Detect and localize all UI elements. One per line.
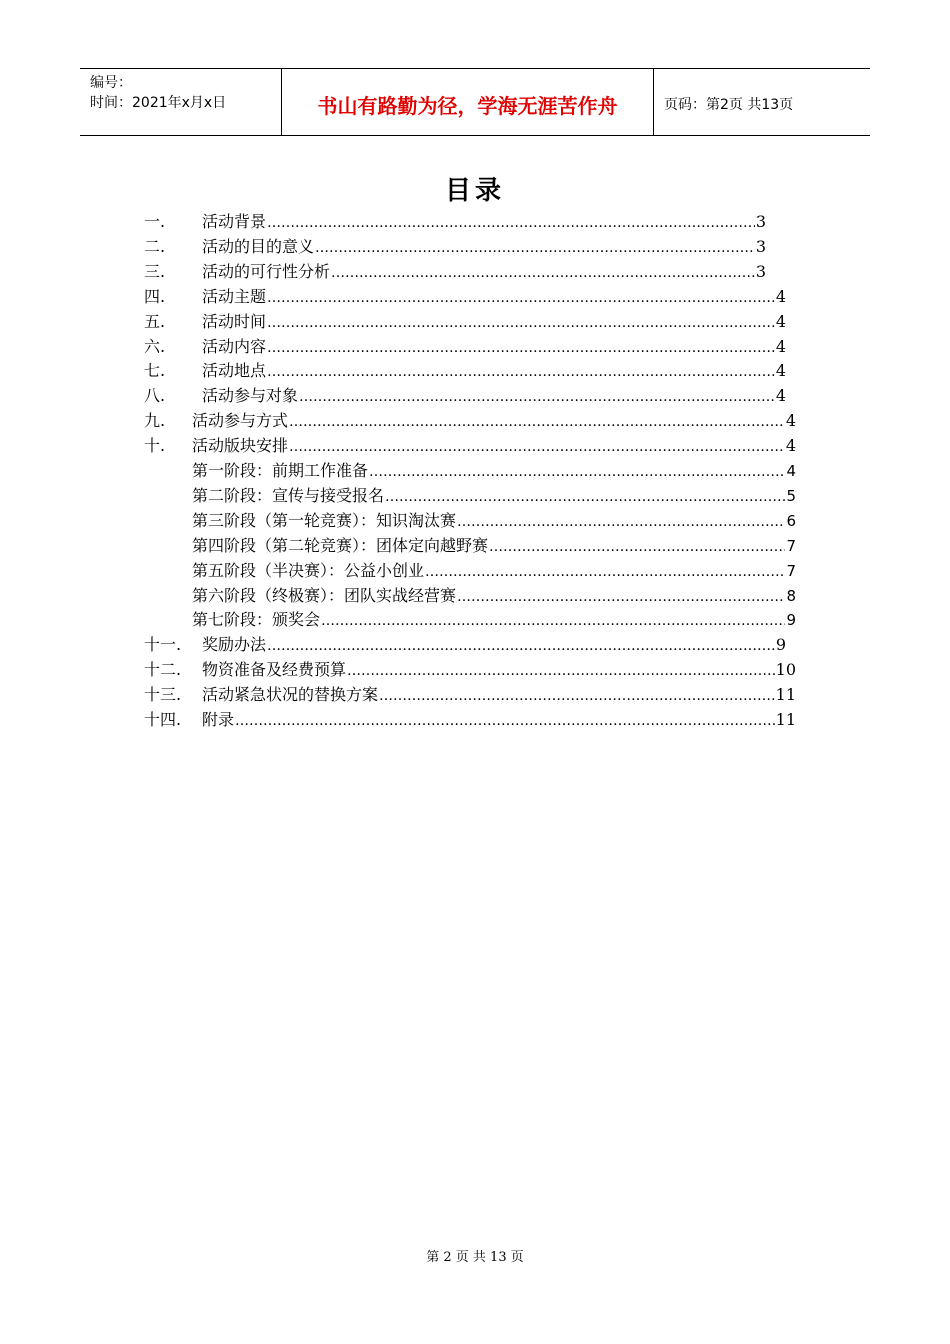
toc-entry-number: 六.	[144, 336, 166, 356]
toc-entry[interactable]	[192, 508, 796, 533]
toc-entry-label: 第一阶段：前期工作准备	[192, 461, 369, 480]
toc-leader-dots	[267, 634, 775, 657]
toc-entry[interactable]	[144, 632, 786, 657]
toc-entry[interactable]	[144, 408, 796, 433]
toc-entry[interactable]	[144, 234, 766, 259]
toc-entry-label: 第四阶段（第二轮竞赛）：团体定向越野赛	[192, 535, 489, 555]
toc-entry[interactable]	[192, 558, 796, 583]
toc-entry[interactable]	[144, 682, 796, 707]
header-meta	[80, 69, 282, 135]
toc-entry-label: 第五阶段（半决赛）：公益小创业	[192, 560, 425, 580]
toc-entry-page: 7	[786, 536, 796, 555]
header-page-info: 页码：第2页 共13页	[664, 97, 794, 113]
toc-entry-label: 活动内容	[202, 336, 267, 356]
toc-entry[interactable]	[144, 284, 786, 309]
toc-entry-page: 11	[775, 685, 796, 705]
toc-leader-dots	[385, 485, 785, 508]
toc-leader-dots	[299, 385, 775, 408]
toc-entry-page: 4	[785, 436, 796, 456]
toc-entry-page: 4	[775, 311, 786, 331]
toc-entry-label: 第三阶段（第一轮竞赛）：知识淘汰赛	[192, 510, 457, 530]
toc-entry-number: 一.	[144, 212, 166, 231]
toc-entry-page: 3	[755, 261, 766, 281]
toc-leader-dots	[289, 435, 785, 458]
toc-entry[interactable]	[144, 383, 786, 408]
page-header	[80, 68, 870, 136]
toc-entry-label: 活动参与方式	[192, 411, 289, 431]
toc-entry-number: 十三.	[144, 685, 182, 705]
toc-entry-page: 9	[775, 635, 786, 655]
toc-entry[interactable]	[192, 533, 796, 558]
toc-entry[interactable]	[144, 309, 786, 334]
toc-entry[interactable]	[144, 259, 766, 284]
toc-entry-page: 9	[786, 611, 796, 630]
toc-entry-label: 活动的目的意义	[202, 236, 315, 256]
toc-entry-number: 五.	[144, 311, 166, 331]
toc-entry-number: 十四.	[144, 710, 182, 729]
toc-entry-number: 十一.	[144, 635, 182, 655]
toc-leader-dots	[321, 609, 785, 632]
toc-entry[interactable]	[144, 209, 766, 234]
toc-leader-dots	[289, 410, 785, 433]
toc-entry-label: 活动地点	[202, 361, 267, 381]
toc-entry-label: 活动的可行性分析	[202, 261, 331, 281]
toc-entry-page: 4	[775, 361, 786, 381]
toc-leader-dots	[267, 211, 755, 234]
toc-entry-number: 三.	[144, 261, 166, 281]
toc-entry[interactable]	[144, 433, 796, 458]
toc-leader-dots	[331, 261, 755, 284]
toc-entry-number: 七.	[144, 361, 166, 381]
toc-entry-page: 4	[775, 286, 786, 306]
toc-entry-label: 活动参与对象	[202, 386, 299, 406]
toc-entry-label: 附录	[202, 710, 235, 729]
toc-leader-dots	[489, 535, 785, 558]
toc-entry-page: 10	[775, 660, 796, 680]
toc-leader-dots	[457, 585, 785, 608]
toc-entry[interactable]	[192, 458, 796, 483]
toc-entry-label: 第七阶段：颁奖会	[192, 610, 321, 630]
toc-entry-label: 活动时间	[202, 311, 267, 331]
toc-entry-label: 活动紧急状况的替换方案	[202, 685, 379, 705]
toc-entry-page: 7	[786, 561, 796, 580]
serial-label: 编号：	[90, 75, 132, 91]
toc-entry-label: 活动主题	[202, 286, 267, 306]
toc-entry-number: 四.	[144, 286, 166, 306]
toc-entry-number: 八.	[144, 386, 166, 406]
toc-leader-dots	[347, 659, 775, 682]
toc-entry-page: 4	[775, 386, 786, 406]
toc-entry-page: 4	[785, 411, 796, 431]
toc-leader-dots	[379, 684, 775, 707]
toc-entry-label: 第二阶段：宣传与接受报名	[192, 485, 385, 505]
toc-entry-label: 物资准备及经费预算	[202, 660, 347, 680]
page-footer: 第 2 页 共 13 页	[426, 1250, 524, 1265]
toc-entry-label: 奖励办法	[202, 635, 267, 655]
toc-entry-number: 九.	[144, 411, 166, 431]
toc-leader-dots	[267, 286, 775, 309]
header-motto: 书山有路勤为径，学海无涯苦作舟	[282, 69, 654, 135]
toc-entry-page: 5	[786, 486, 796, 505]
toc-entry[interactable]	[192, 607, 796, 632]
toc-entry[interactable]	[144, 358, 786, 383]
toc-entry-number: 十.	[144, 436, 166, 456]
toc-entry-page: 6	[786, 511, 796, 530]
toc-leader-dots	[315, 236, 755, 259]
time-label: 时间：2021年x月x日	[90, 95, 227, 111]
toc-entry-page: 4	[786, 462, 796, 480]
toc-entry[interactable]	[144, 657, 796, 682]
toc-entry-number: 十二.	[144, 660, 182, 680]
toc-entry[interactable]	[144, 334, 786, 359]
toc-entry-label: 第六阶段（终极赛）：团队实战经营赛	[192, 585, 457, 605]
toc-entry-page: 3	[755, 212, 766, 231]
toc-entry[interactable]	[192, 483, 796, 508]
toc-entry-page: 4	[775, 336, 786, 356]
toc-leader-dots	[267, 336, 775, 359]
toc-leader-dots	[369, 460, 785, 483]
toc-leader-dots	[235, 709, 775, 732]
toc-title: 目录	[444, 176, 505, 206]
toc-entry[interactable]	[192, 583, 796, 608]
toc-entry-label: 活动版块安排	[192, 436, 289, 456]
toc-leader-dots	[267, 360, 775, 383]
toc-leader-dots	[425, 560, 785, 583]
toc-leader-dots	[267, 311, 775, 334]
toc-entry-page: 8	[786, 586, 796, 605]
toc-leader-dots	[457, 510, 785, 533]
toc-entry[interactable]	[144, 707, 796, 732]
toc-entry-page: 3	[755, 236, 766, 256]
toc-entry-label: 活动背景	[202, 212, 267, 231]
toc-entry-number: 二.	[144, 236, 166, 256]
toc-entry-page: 11	[775, 710, 796, 729]
